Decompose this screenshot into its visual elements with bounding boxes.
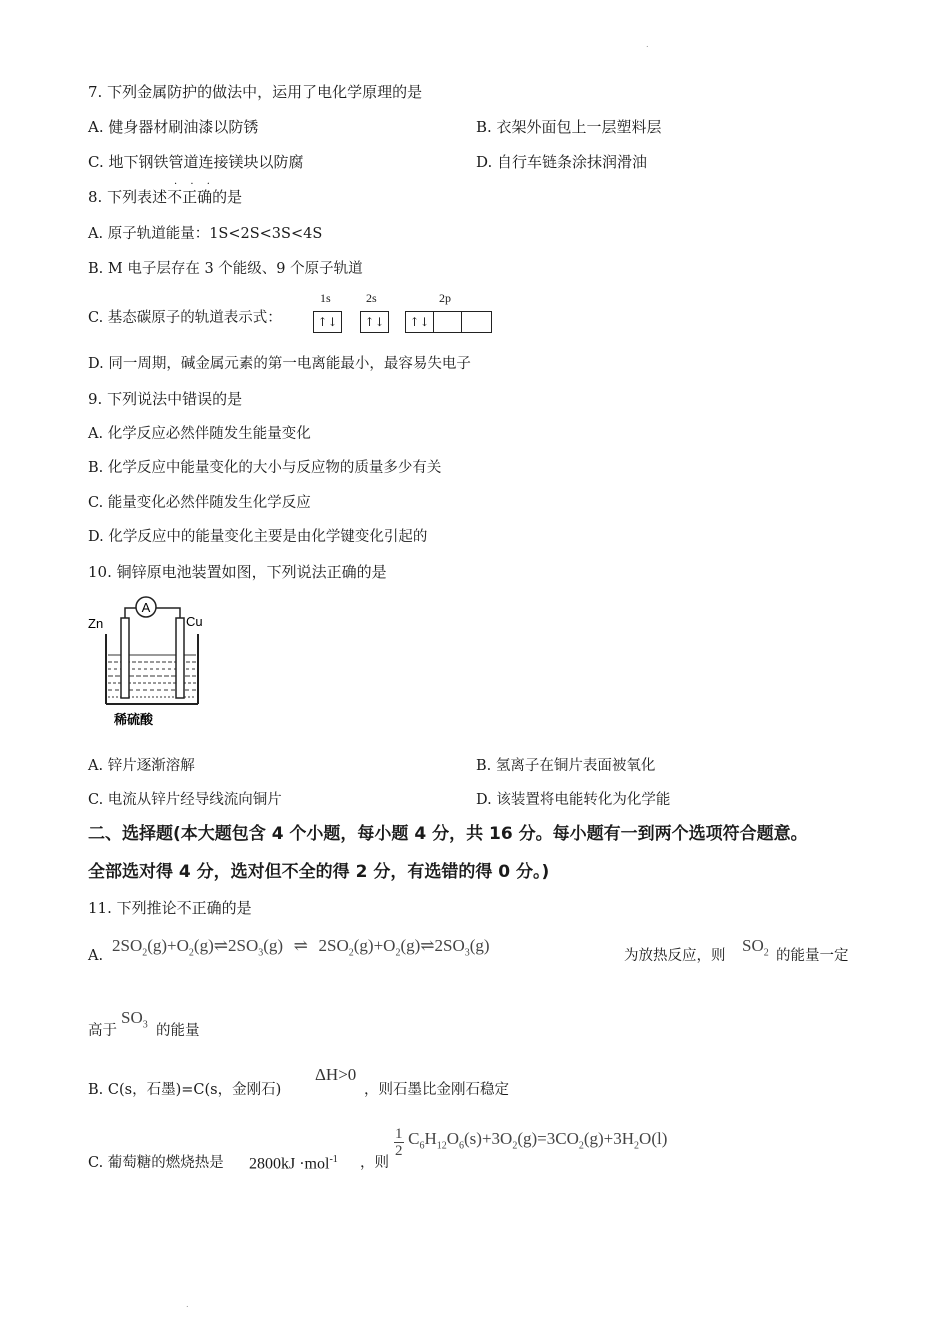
q8-option-a: A. 原子轨道能量：1S<2S<3S<4S [88,226,323,242]
q11-option-b-delta-h: ΔH>0 [315,1065,357,1084]
right-wire [156,608,180,618]
orbital-1s-electrons: ↑↓ [317,315,338,329]
left-wire [125,608,136,618]
page-mark: . [646,40,649,49]
q10-option-c: C. 电流从锌片经导线流向铜片 [88,792,282,808]
q11-stem: 11. 下列推论不正确的是 [88,899,252,917]
orbital-box-2s [360,311,389,333]
orbital-2s-electrons: ↑↓ [364,315,385,329]
q11-option-a-line2-prefix: 高于 [88,1023,117,1039]
orbital-2p-empty [434,312,462,332]
zinc-electrode [121,618,129,698]
orbital-label-2p: 2p [439,291,451,305]
q11-c-value-exp: -1 [329,1154,338,1165]
q11-option-a-line2-suffix: 的能量 [156,1023,200,1039]
q9-option-b: B. 化学反应中能量变化的大小与反应物的质量多少有关 [88,460,442,476]
q9-stem: 9. 下列说法中错误的是 [88,390,243,408]
orbital-label-2s: 2s [366,291,377,305]
q7-option-d: D. 自行车链条涂抹润滑油 [476,153,648,171]
orbital-box-1s [313,311,342,333]
q11-c-value-text: 2800kJ ·mol [249,1155,330,1173]
figure-caption: 稀硫酸 [114,713,154,728]
q8-stem: 8. 下列表述不正确的是 [88,188,243,206]
q10-option-a: A. 锌片逐渐溶解 [88,758,195,774]
q7-option-a: A. 健身器材刷油漆以防锈 [88,118,259,136]
copper-electrode [176,618,184,698]
q10-option-b: B. 氢离子在铜片表面被氧化 [476,758,656,774]
q11-option-c-then: ，则 [360,1155,389,1171]
galvanic-cell-figure [86,592,216,732]
q8-option-d: D. 同一周期，碱金属元素的第一电离能最小，最容易失电子 [88,356,471,372]
q11-option-a-tail: 的能量一定 [776,948,849,964]
q7-option-b: B. 衣架外面包上一层塑料层 [476,118,662,136]
orbital-label-1s: 1s [320,291,331,305]
ammeter-label: A [141,600,151,615]
q11-option-c-value [249,1150,338,1174]
q8-option-c: C. 基态碳原子的轨道表示式： [88,310,282,326]
q9-option-a: A. 化学反应必然伴随发生能量变化 [88,426,311,442]
orbital-box-2p [405,311,492,333]
cu-label: Cu [186,614,203,629]
page-mark-bottom: . [186,1300,189,1309]
q10-option-d: D. 该装置将电能转化为化学能 [476,792,671,808]
q11-option-a-label: A. [88,948,104,964]
zn-label: Zn [88,616,104,631]
q8-option-b: B. M 电子层存在 3 个能级、9 个原子轨道 [88,261,363,277]
q9-option-d: D. 化学反应中的能量变化主要是由化学键变化引起的 [88,529,428,545]
orbital-2p-electrons: ↑↓ [406,312,434,332]
q7-option-c: C. 地下钢铁管道连接镁块以防腐 [88,153,304,171]
q8-emphasis-dots: · · · [174,179,215,190]
q11-option-a-suffix: 为放热反应，则 [624,948,726,964]
q11-option-c-prefix: C. 葡萄糖的燃烧热是 [88,1155,224,1171]
q11-option-a-equation: $2SO_2(g)+O_2(g)\rightleftharpoons 2SO_3(g)$ ⇌ $2SO_2(g)+O_2(g)\rightleftharpoons 2SO_3(g)$ [112,936,490,959]
q10-stem: 10. 铜锌原电池装置如图，下列说法正确的是 [88,563,387,581]
q11-option-c-equation: $\frac{1}{2}$ $C_6H_{12}O_6(s)+3O_2(g)=3CO_2(g)+3H_2O(l)$ [395,1126,668,1159]
section-2-heading-line1: 二、选择题(本大题包含 4 个小题，每小题 4 分，共 16 分。每小题有一到两个选项符合题意。 [88,824,808,844]
section-2-heading-line2: 全部选对得 4 分，选对但不全的得 2 分，有选错的得 0 分。) [88,862,550,882]
q11-option-b-suffix: ，则石墨比金刚石稳定 [364,1082,509,1098]
q9-option-c: C. 能量变化必然伴随发生化学反应 [88,495,311,511]
q11-a-so2: $SO_2$ [742,936,769,959]
q11-option-b-prefix: B. C(s，石墨)=C(s，金刚石) [88,1082,282,1098]
q7-stem: 7. 下列金属防护的做法中，运用了电化学原理的是 [88,83,423,101]
q11-a-so3: $SO_3$ [121,1008,148,1031]
